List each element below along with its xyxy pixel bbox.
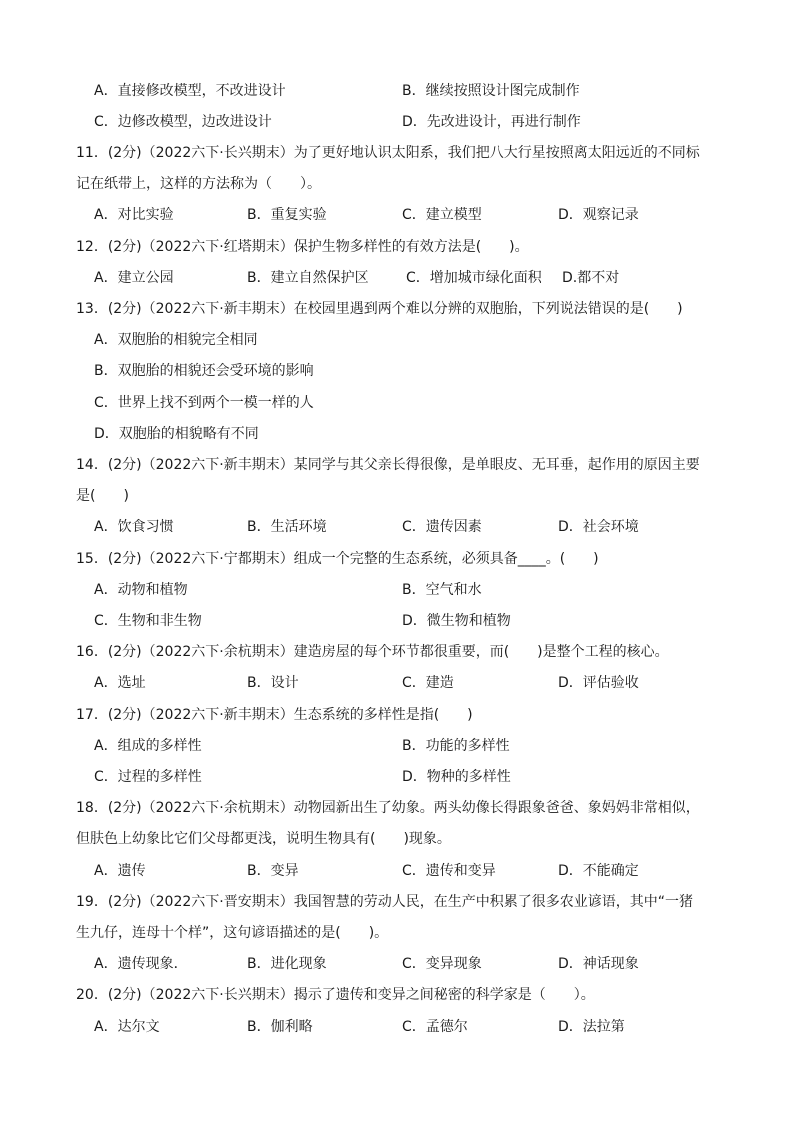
option-b: B．进化现象 (247, 956, 327, 972)
option-c: C．增加城市绿化面积 (406, 270, 542, 286)
question-12-options (76, 267, 754, 289)
question-15-options-row1 (76, 579, 754, 601)
option-a: A．饮食习惯 (94, 519, 174, 535)
option-d: D.都不对 (562, 270, 620, 286)
question-11-text: 11．(2分)（2022六下·长兴期末）为了更好地认识太阳系，我们把八大行星按照离太阳远近的不同标 (76, 145, 700, 161)
option-d: D．社会环境 (558, 519, 639, 535)
option-b: B．功能的多样性 (402, 738, 510, 754)
option-row (76, 111, 754, 133)
option-c: C．建立模型 (402, 207, 482, 223)
option-a: A．遗传 (94, 863, 146, 879)
option-a: A．建立公园 (94, 270, 174, 286)
option-a: A．动物和植物 (94, 582, 188, 598)
option-b: B．生活环境 (247, 519, 327, 535)
option-d: D．评估验收 (558, 675, 639, 691)
question-11-text-cont: 记在纸带上，这样的方法称为（ ）。 (76, 176, 321, 192)
question-14-text: 14．(2分)（2022六下·新丰期末）某同学与其父亲长得很像，是单眼皮、无耳垂，起作用的原因主要 (76, 457, 700, 473)
question-20-options (76, 1016, 754, 1038)
question-13-option-c: C．世界上找不到两个一模一样的人 (94, 395, 314, 411)
option-c: C．建造 (402, 675, 454, 691)
question-13-option-d: D．双胞胎的相貌略有不同 (94, 426, 259, 442)
option-c: C．遗传因素 (402, 519, 482, 535)
question-15-text: 15．(2分)（2022六下·宁都期末）组成一个完整的生态系统，必须具备____。( ) (76, 551, 599, 567)
option-a: A．选址 (94, 675, 146, 691)
option-c: C．生物和非生物 (94, 613, 202, 629)
question-18-text: 18．(2分)（2022六下·余杭期末）动物园新出生了幼象。两头幼像长得跟象爸爸、象妈妈非常相似， (76, 800, 700, 816)
question-20-text: 20．(2分)（2022六下·长兴期末）揭示了遗传和变异之间秘密的科学家是（ ）。 (76, 987, 595, 1003)
option-b: B．建立自然保护区 (247, 270, 369, 286)
option-c: C．遗传和变异 (402, 863, 496, 879)
question-17-text: 17．(2分)（2022六下·新丰期末）生态系统的多样性是指( ) (76, 707, 473, 723)
option-b: B．继续按照设计图完成制作 (402, 83, 580, 99)
option-b: B．设计 (247, 675, 299, 691)
question-15-options-row2 (76, 610, 754, 632)
option-c: C．孟德尔 (402, 1019, 468, 1035)
question-16-options (76, 672, 754, 694)
option-c: C．过程的多样性 (94, 769, 202, 785)
option-d: D．观察记录 (558, 207, 639, 223)
option-d: D．微生物和植物 (402, 613, 511, 629)
option-d: D．不能确定 (558, 863, 639, 879)
option-a: A．遗传现象． (94, 956, 188, 972)
option-a: A．直接修改模型，不改进设计 (94, 83, 286, 99)
question-13-option-a: A．双胞胎的相貌完全相同 (94, 332, 258, 348)
option-row (76, 80, 754, 102)
question-13-option-b: B．双胞胎的相貌还会受环境的影响 (94, 363, 314, 379)
option-d: D．物种的多样性 (402, 769, 511, 785)
option-c: C．边修改模型，边改进设计 (94, 114, 272, 130)
question-19-text-cont: 生九仔，连母十个样”，这句谚语描述的是( )。 (76, 925, 389, 941)
option-d: D．法拉第 (558, 1019, 625, 1035)
question-19-options (76, 953, 754, 975)
option-b: B．伽利略 (247, 1019, 313, 1035)
option-d: D．先改进设计，再进行制作 (402, 114, 581, 130)
question-12-text: 12．(2分)（2022六下·红塔期末）保护生物多样性的有效方法是( )。 (76, 239, 529, 255)
question-18-text-cont: 但肤色上幼象比它们父母都更浅，说明生物具有( )现象。 (76, 831, 451, 847)
option-b: B．重复实验 (247, 207, 327, 223)
question-14-text-cont: 是( ) (76, 488, 129, 504)
option-a: A．对比实验 (94, 207, 174, 223)
question-17-options-row2 (76, 766, 754, 788)
question-14-options (76, 516, 754, 538)
option-a: A．达尔文 (94, 1019, 160, 1035)
question-13-text: 13．(2分)（2022六下·新丰期末）在校园里遇到两个难以分辨的双胞胎，下列说法错误的是( ) (76, 301, 683, 317)
option-b: B．空气和水 (402, 582, 482, 598)
question-18-options (76, 860, 754, 882)
question-16-text: 16．(2分)（2022六下·余杭期末）建造房屋的每个环节都很重要，而( )是整个工程的核心。 (76, 644, 669, 660)
option-a: A．组成的多样性 (94, 738, 202, 754)
question-19-text: 19．(2分)（2022六下·晋安期末）我国智慧的劳动人民，在生产中积累了很多农业谚语，其中“一猪 (76, 894, 693, 910)
option-b: B．变异 (247, 863, 299, 879)
question-17-options-row1 (76, 735, 754, 757)
question-11-options (76, 204, 754, 226)
option-d: D．神话现象 (558, 956, 639, 972)
option-c: C．变异现象 (402, 956, 482, 972)
